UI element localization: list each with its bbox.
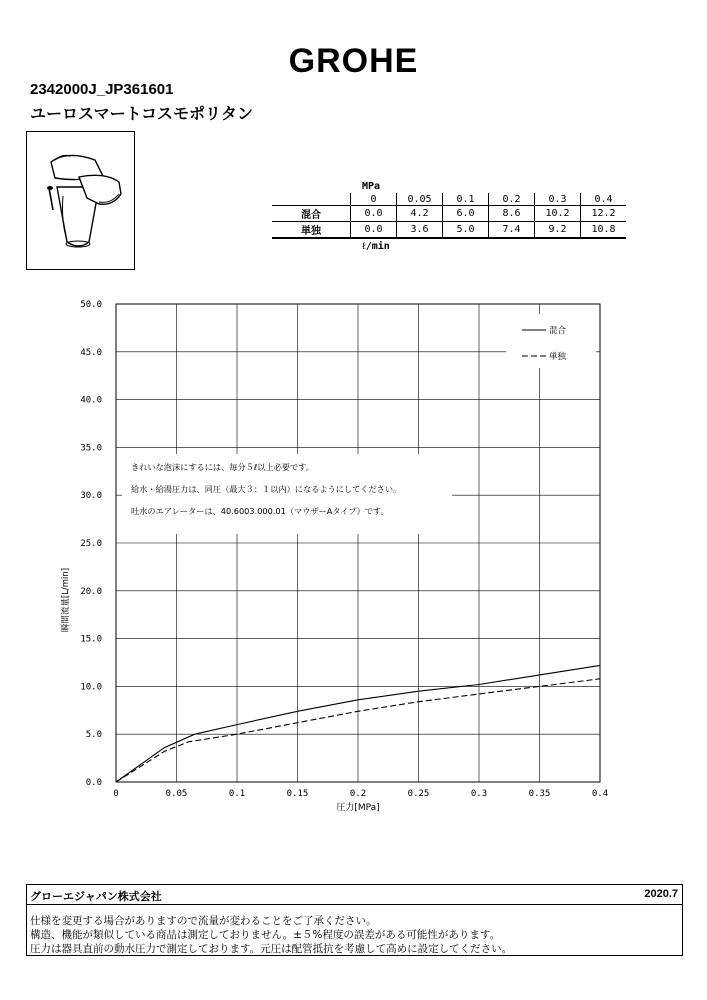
chart-ticks: [80, 300, 608, 799]
y-tick-label: 30.0: [80, 491, 102, 502]
x-tick-label: 0.35: [528, 789, 551, 799]
x-tick-label: 0: [113, 789, 119, 799]
x-tick-label: 0.2: [349, 789, 367, 799]
footer-note: 仕様を変更する場合がありますので流量が変わることをご了承ください。: [30, 915, 377, 927]
y-tick-label: 10.0: [80, 682, 102, 693]
annotation-text: 給水・給湯圧力は、同圧（最大３：１以内）になるようにしてください。: [131, 484, 402, 494]
y-tick-label: 5.0: [85, 730, 102, 741]
company-name: グローエジャパン株式会社: [30, 890, 162, 903]
table-cell: 0.0: [351, 222, 397, 239]
pressure-header: 0.1: [443, 193, 489, 206]
table-header-row: [272, 193, 626, 206]
faucet-illustration: [27, 132, 134, 269]
x-tick-label: 0.1: [228, 789, 246, 799]
pressure-unit-label: MPa: [362, 181, 381, 192]
y-tick-label: 50.0: [80, 300, 102, 310]
x-axis-label: 圧力[MPa]: [336, 803, 380, 813]
pressure-header: 0.4: [581, 193, 627, 206]
table-row: [272, 222, 626, 239]
row-label-mixed: 混合: [272, 206, 351, 222]
y-tick-label: 45.0: [80, 347, 102, 358]
y-tick-label: 25.0: [80, 539, 102, 549]
flow-unit-label: ℓ/min: [362, 241, 390, 252]
model-code: 2342000J_JP361601: [30, 81, 174, 98]
y-tick-label: 0.0: [85, 778, 102, 788]
annotation-text: 吐水のエアレーターは、40.6003.000.01（マウザーAタイプ）です。: [131, 506, 389, 516]
y-tick-label: 15.0: [80, 634, 102, 645]
footer-note: 圧力は器具直前の動水圧力で測定しております。元圧は配管抵抗を考慮して高めに設定してください。: [30, 943, 513, 955]
table-cell: 9.2: [535, 222, 581, 239]
annotation-text: きれいな泡沫にするには、毎分５ℓ以上必要です。: [131, 462, 314, 472]
row-label-single: 単独: [272, 222, 351, 239]
flow-rate-table: [272, 193, 626, 239]
pressure-header: 0: [351, 193, 397, 206]
table-cell: 10.2: [535, 206, 581, 222]
legend-label: 単独: [549, 352, 567, 362]
table-cell: 6.0: [443, 206, 489, 222]
product-image: [26, 131, 135, 270]
x-tick-label: 0.25: [407, 789, 430, 799]
pressure-header: 0.05: [397, 193, 443, 206]
table-cell: 5.0: [443, 222, 489, 239]
x-tick-label: 0.4: [591, 789, 609, 799]
y-tick-label: 40.0: [80, 395, 102, 406]
x-tick-label: 0.3: [470, 789, 488, 799]
footer-note: 構造、機能が類似している商品は測定しておりません。±５%程度の誤差がある可能性があります。: [30, 929, 501, 941]
y-tick-label: 35.0: [80, 443, 102, 454]
table-cell: 4.2: [397, 206, 443, 222]
y-axis-label: 瞬間流量[L/min]: [61, 567, 71, 633]
chart-legend: [506, 314, 596, 368]
footer-box: [26, 884, 683, 956]
brand-logo: GROHE: [288, 42, 419, 80]
footer-divider: [27, 904, 682, 905]
chart-grid: [116, 304, 600, 782]
x-tick-label: 0.05: [165, 789, 188, 799]
table-corner-cell: [272, 193, 351, 206]
legend-label: 混合: [549, 326, 567, 336]
x-tick-label: 0.15: [286, 789, 309, 799]
pressure-header: 0.3: [535, 193, 581, 206]
table-cell: 8.6: [489, 206, 535, 222]
pressure-header: 0.2: [489, 193, 535, 206]
product-name: ユーロスマートコスモポリタン: [30, 104, 254, 123]
table-cell: 0.0: [351, 206, 397, 222]
y-tick-label: 20.0: [80, 586, 102, 597]
table-cell: 12.2: [581, 206, 627, 222]
issue-date: 2020.7: [644, 888, 678, 900]
flow-pressure-chart: [0, 290, 707, 820]
table-row: [272, 206, 626, 222]
table-cell: 10.8: [581, 222, 627, 239]
table-cell: 3.6: [397, 222, 443, 239]
chart-annotations: [122, 454, 452, 534]
table-cell: 7.4: [489, 222, 535, 239]
